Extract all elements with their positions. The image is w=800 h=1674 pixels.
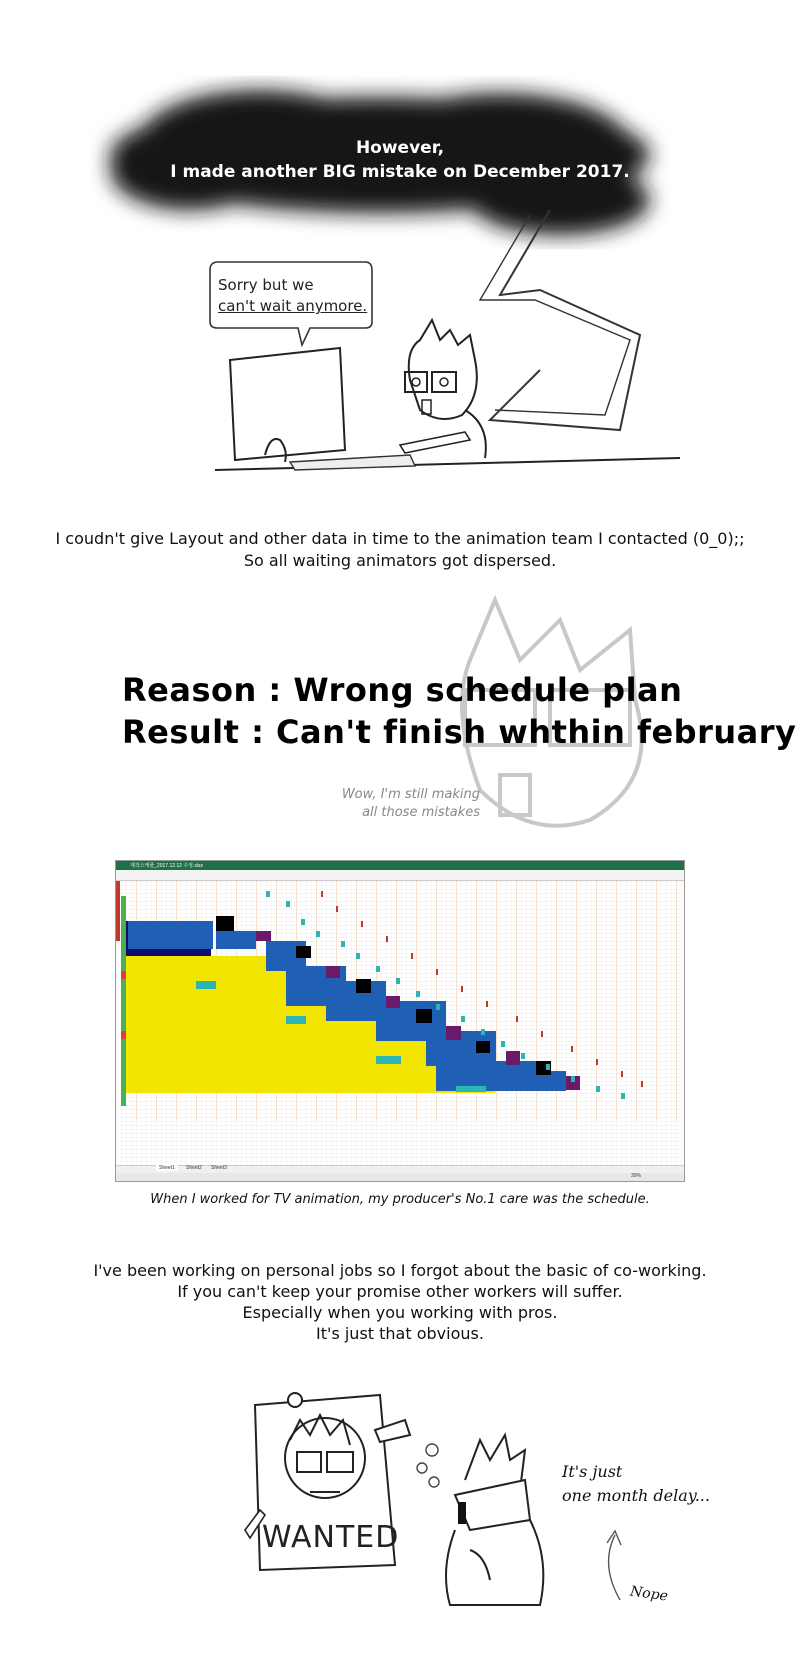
- speech-line-1: Sorry but we: [218, 276, 314, 294]
- spreadsheet-caption: When I worked for TV animation, my producer's No.1 care was the schedule.: [150, 1192, 650, 1207]
- whisper-line-1: Wow, I'm still making: [341, 787, 480, 802]
- sheet-tab-2[interactable]: Sheet2: [186, 1165, 202, 1171]
- spreadsheet-title: 제작스케줄_2017.12.12 수정.xlsx: [130, 863, 204, 869]
- narration-block-1: [0, 528, 800, 572]
- sheet-statusbar: [116, 1173, 684, 1181]
- thought-line-1: It's just: [562, 1462, 623, 1481]
- narration-1-line-2: So all waiting animators got dispersed.: [243, 551, 557, 570]
- sheet-tab-1[interactable]: Sheet1: [156, 1165, 178, 1171]
- sheet-tab-3[interactable]: Sheet3: [211, 1165, 227, 1171]
- narration-2-line-1: I've been working on personal jobs so I forgot about the basic of co-working.: [93, 1261, 707, 1280]
- desk-scene-illustration: [200, 200, 720, 510]
- thought-line-2: one month delay...: [562, 1486, 710, 1505]
- cloud-caption: [170, 136, 630, 184]
- thought-text: [562, 1460, 710, 1508]
- spreadsheet-ribbon: [116, 870, 684, 881]
- nope-text: Nope: [629, 1583, 669, 1605]
- speech-bubble: [218, 275, 367, 317]
- narration-2-line-3: Especially when you working with pros.: [242, 1303, 558, 1322]
- narration-2-line-2: If you can't keep your promise other workers will suffer.: [177, 1282, 623, 1301]
- spreadsheet-window: [115, 860, 685, 1182]
- whisper-text: [300, 786, 480, 822]
- wanted-poster-text: WANTED: [262, 1520, 400, 1555]
- result-line: Result : Can't finish whthin february: [122, 713, 797, 751]
- zoom-level: 30%: [631, 1173, 642, 1179]
- reason-line: Reason : Wrong schedule plan: [122, 671, 683, 709]
- coat-character-illustration: [410, 1420, 580, 1620]
- cloud-line-2: I made another BIG mistake on December 2017.: [170, 162, 630, 182]
- schedule-grid: [116, 881, 684, 1173]
- narration-1-line-1: I coudn't give Layout and other data in time to the animation team I contacted (0_0);;: [55, 529, 745, 548]
- speech-line-2: can't wait anymore.: [218, 297, 368, 315]
- narration-block-2: [0, 1260, 800, 1344]
- narration-2-line-4: It's just that obvious.: [316, 1324, 484, 1343]
- cloud-line-1: However,: [355, 138, 445, 158]
- whisper-line-2: all those mistakes: [362, 805, 480, 820]
